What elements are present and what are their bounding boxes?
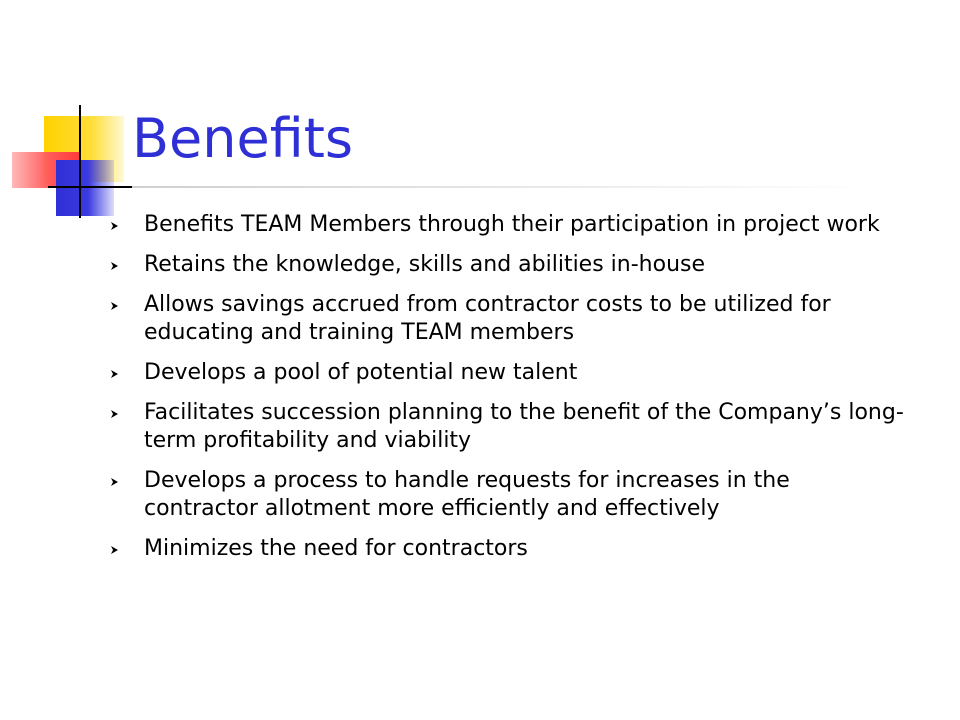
bullet-text: Retains the knowledge, skills and abilities in-house	[144, 252, 706, 277]
bullet-item	[106, 399, 906, 455]
blue-square	[56, 160, 114, 216]
bullet-text: Facilitates succession planning to the benefit of the Company’s long-term profitability and viability	[144, 400, 904, 453]
horizontal-rule	[48, 186, 132, 188]
bullet-item	[106, 359, 906, 387]
arrowhead-bullet-icon	[110, 545, 122, 557]
arrowhead-bullet-icon	[110, 301, 122, 313]
bullet-text: Allows savings accrued from contractor costs to be utilized for educating and training TEAM members	[144, 292, 831, 345]
bullet-item	[106, 251, 906, 279]
arrowhead-bullet-icon	[110, 369, 122, 381]
bullet-item	[106, 467, 906, 523]
bullet-item	[106, 211, 906, 239]
arrowhead-bullet-icon	[110, 261, 122, 273]
slide-title: Benefits	[132, 107, 354, 170]
bullet-list	[106, 211, 906, 575]
bullet-text: Develops a pool of potential new talent	[144, 360, 578, 385]
bullet-item	[106, 535, 906, 563]
title-decoration	[0, 0, 140, 230]
bullet-text: Develops a process to handle requests for increases in the contractor allotment more efficiently and effectively	[144, 468, 790, 521]
bullet-text: Benefits TEAM Members through their participation in project work	[144, 212, 880, 237]
bullet-item	[106, 291, 906, 347]
arrowhead-bullet-icon	[110, 477, 122, 489]
arrowhead-bullet-icon	[110, 221, 122, 233]
vertical-rule	[79, 105, 81, 218]
title-underline	[132, 186, 872, 188]
bullet-text: Minimizes the need for contractors	[144, 536, 528, 561]
arrowhead-bullet-icon	[110, 409, 122, 421]
